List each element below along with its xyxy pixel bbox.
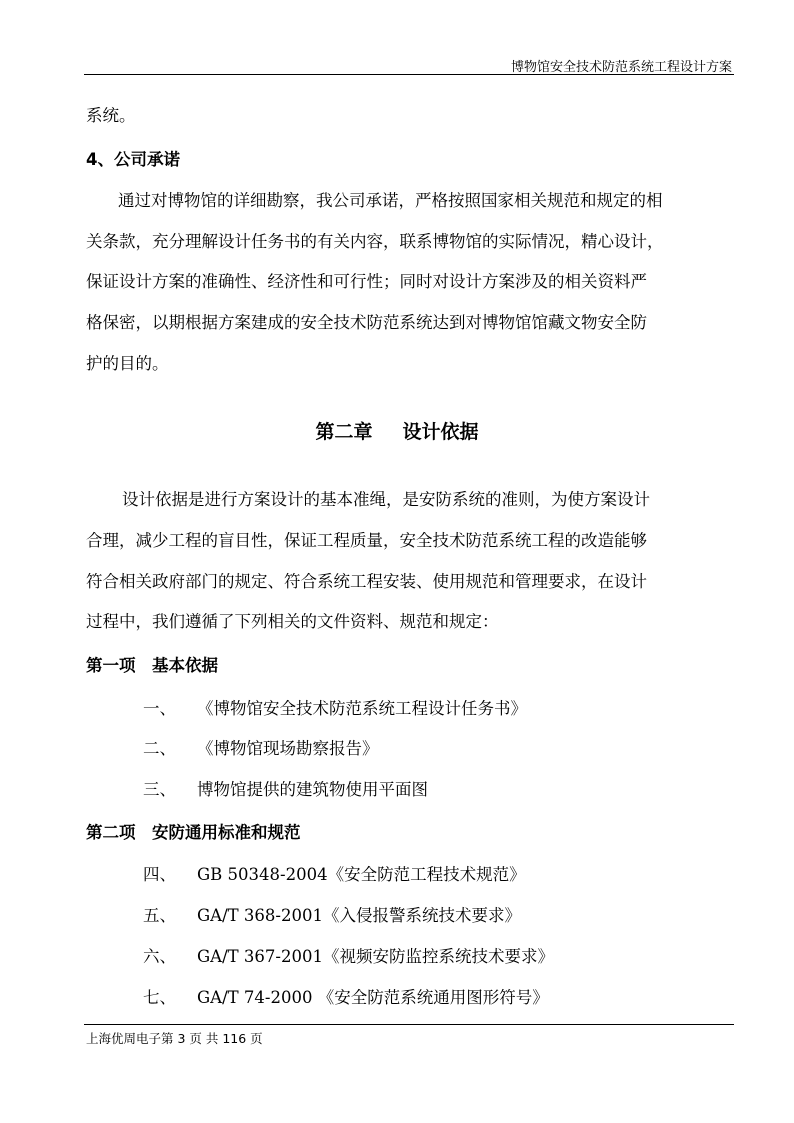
subsection-heading: 第二项 安防通用标准和规范 bbox=[86, 823, 301, 842]
list-item-number: 四、 bbox=[143, 865, 176, 884]
header-rule bbox=[84, 74, 734, 75]
paragraph-line: 护的目的。 bbox=[86, 354, 169, 373]
chapter-name: 设计依据 bbox=[402, 421, 479, 443]
list-item-text: 《博物馆安全技术防范系统工程设计任务书》 bbox=[197, 699, 527, 718]
paragraph-line: 符合相关政府部门的规定、符合系统工程安装、使用规范和管理要求，在设计 bbox=[86, 572, 647, 591]
section-heading: 4、公司承诺 bbox=[86, 150, 180, 169]
header-title: 博物馆安全技术防范系统工程设计方案 bbox=[510, 60, 732, 75]
list-item bbox=[143, 947, 554, 967]
list-item bbox=[143, 988, 549, 1008]
lead-in-text: 系统。 bbox=[86, 106, 136, 125]
paragraph-line: 合理，减少工程的盲目性，保证工程质量，安全技术防范系统工程的改造能够 bbox=[86, 531, 647, 550]
list-item bbox=[143, 906, 521, 926]
list-item-number: 七、 bbox=[143, 988, 176, 1007]
chapter-title bbox=[0, 417, 794, 444]
list-item bbox=[143, 699, 527, 719]
list-item-text: GB 50348-2004《安全防范工程技术规范》 bbox=[197, 865, 526, 884]
paragraph-line: 关条款，充分理解设计任务书的有关内容，联系博物馆的实际情况，精心设计， bbox=[86, 232, 664, 251]
list-item bbox=[143, 780, 428, 800]
paragraph-line: 保证设计方案的准确性、经济性和可行性；同时对设计方案涉及的相关资料严 bbox=[86, 272, 647, 291]
list-item-text: GA/T 368-2001《入侵报警系统技术要求》 bbox=[197, 906, 521, 925]
list-item-text: 博物馆提供的建筑物使用平面图 bbox=[197, 780, 428, 799]
list-item-text: GA/T 367-2001《视频安防监控系统技术要求》 bbox=[197, 947, 554, 966]
paragraph-line: 通过对博物馆的详细勘察，我公司承诺，严格按照国家相关规范和规定的相 bbox=[118, 191, 663, 210]
paragraph-line: 设计依据是进行方案设计的基本准绳，是安防系统的准则，为使方案设计 bbox=[122, 490, 650, 509]
paragraph-line: 格保密，以期根据方案建成的安全技术防范系统达到对博物馆馆藏文物安全防 bbox=[86, 313, 647, 332]
footer-page-info: 上海优周电子第 3 页 共 116 页 bbox=[86, 1031, 263, 1046]
list-item-number: 五、 bbox=[143, 906, 176, 925]
list-item-text: 《博物馆现场勘察报告》 bbox=[197, 739, 379, 758]
footer-rule bbox=[84, 1024, 734, 1025]
list-item bbox=[143, 865, 526, 885]
list-item-number: 六、 bbox=[143, 947, 176, 966]
list-item-number: 一、 bbox=[143, 699, 176, 718]
list-item-text: GA/T 74-2000 《安全防范系统通用图形符号》 bbox=[197, 988, 549, 1007]
paragraph-line: 过程中，我们遵循了下列相关的文件资料、规范和规定： bbox=[86, 612, 499, 631]
list-item bbox=[143, 739, 379, 759]
subsection-heading: 第一项 基本依据 bbox=[86, 656, 218, 675]
chapter-number: 第二章 bbox=[315, 421, 373, 443]
list-item-number: 二、 bbox=[143, 739, 176, 758]
list-item-number: 三、 bbox=[143, 780, 176, 799]
